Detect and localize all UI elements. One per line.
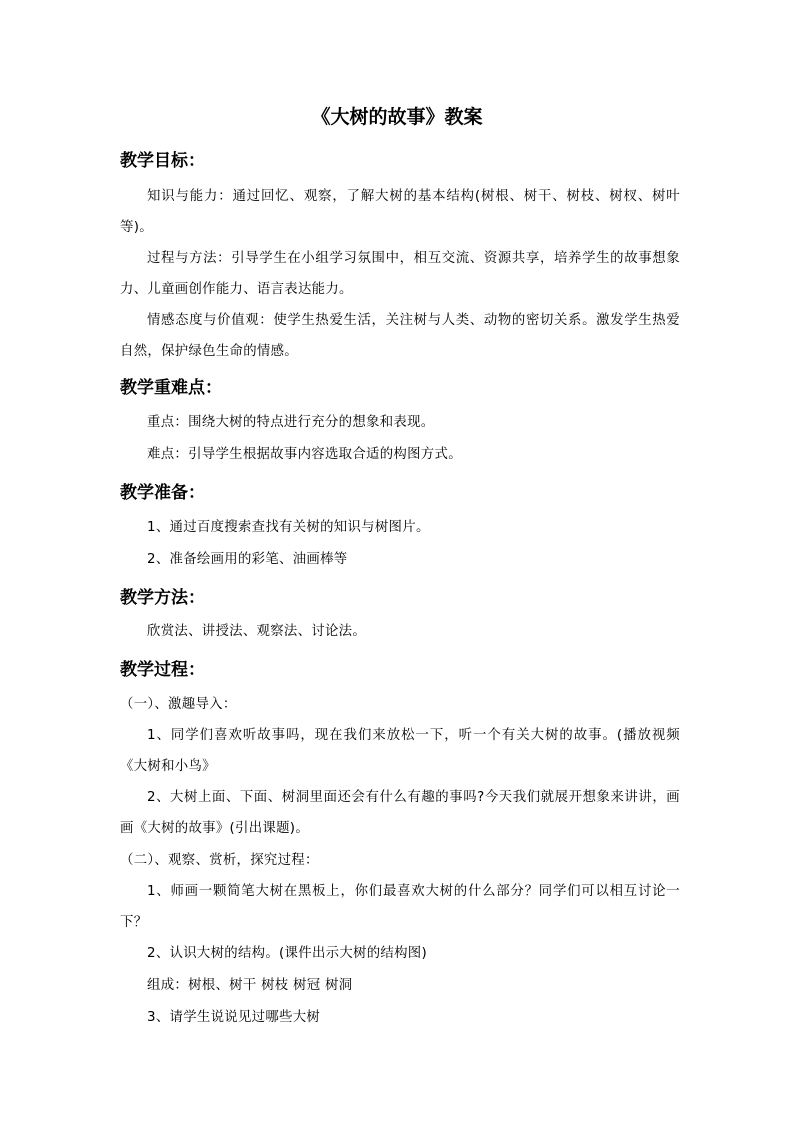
difficult-point: 难点：引导学生根据故事内容选取合适的构图方式。 [147,447,462,462]
process-step-2-title: （二）、观察、赏析，探究过程： [120,853,319,868]
key-point: 重点：围绕大树的特点进行充分的想象和表现。 [147,415,435,430]
process-step-2-item-1: 1、师画一颗简笔大树在黑板上，你们最喜欢大树的什么部分？同学们可以相互讨论一下？ [120,884,680,930]
goal-knowledge-ability: 知识与能力：通过回忆、观察，了解大树的基本结构(树根、树干、树枝、树杈、树叶等)。 [120,189,680,235]
process-step-1-title: （一）、激趣导入： [120,697,237,712]
methods-list: 欣赏法、讲授法、观察法、讨论法。 [147,624,367,639]
prep-item-1: 1、通过百度搜索查找有关树的知识与树图片。 [147,520,430,535]
goal-attitude-values: 情感态度与价值观：使学生热爱生活，关注树与人类、动物的密切关系。激发学生热爱自然，保护绿色生命的情感。 [120,313,680,359]
process-step-1-item-1: 1、同学们喜欢听故事吗，现在我们来放松一下，听一个有关大树的故事。(播放视频《大树和小鸟》 [120,728,680,774]
process-step-2-components: 组成：树根、树干 树枝 树冠 树洞 [147,978,353,993]
prep-item-2: 2、准备绘画用的彩笔、油画棒等 [147,552,348,567]
heading-key-difficult-points: 教学重难点： [120,378,222,398]
document-title: 《大树的故事》教案 [311,106,483,128]
process-step-2-item-3: 3、请学生说说见过哪些大树 [147,1010,321,1025]
heading-teaching-goals: 教学目标： [120,151,205,171]
heading-teaching-methods: 教学方法： [120,588,205,608]
process-step-2-item-2: 2、认识大树的结构。(课件出示大树的结构图) [147,946,427,961]
process-step-1-item-2: 2、大树上面、下面、树洞里面还会有什么有趣的事吗?今天我们就展开想象来讲讲，画画《大树的故事》(引出课题)。 [120,790,680,836]
heading-teaching-preparation: 教学准备： [120,483,205,503]
heading-teaching-process: 教学过程： [120,660,205,680]
goal-process-method: 过程与方法：引导学生在小组学习氛围中，相互交流、资源共享，培养学生的故事想象力、儿童画创作能力、语言表达能力。 [120,251,680,297]
